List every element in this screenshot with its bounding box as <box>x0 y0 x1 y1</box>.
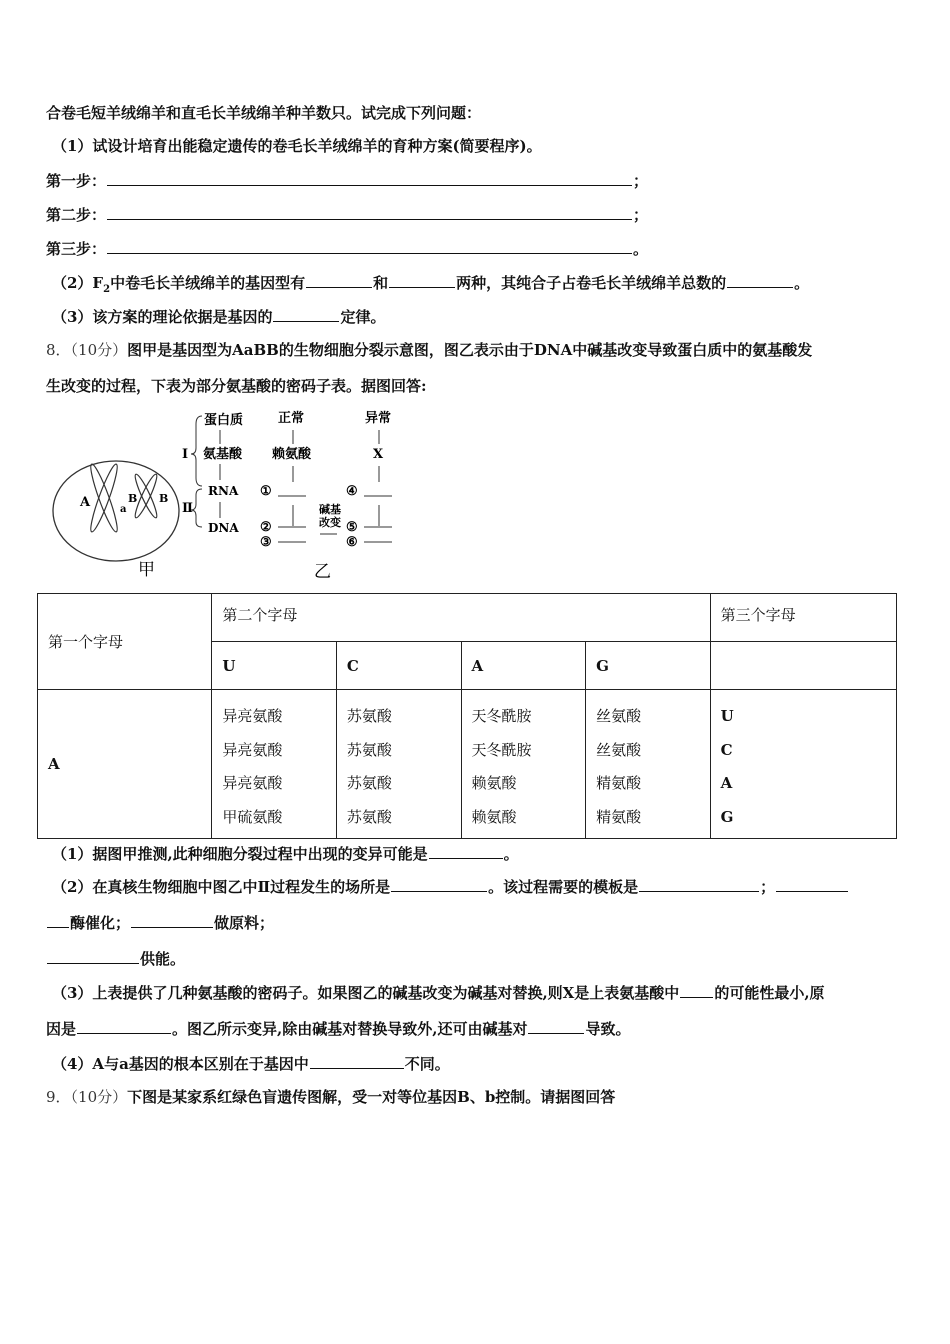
answer-blank[interactable] <box>389 272 455 288</box>
q8-part3-cont: 因是 。图乙所示变异,除由碱基对替换导致外,还可由碱基对 导致。 <box>46 1020 631 1038</box>
label-base-change: 碱基 <box>319 503 341 516</box>
gene-label: B <box>128 492 138 505</box>
strand-2-label: ② <box>260 520 272 535</box>
q8-stem-line2: 生改变的过程，下表为部分氨基酸的密码子表。据图回答: <box>46 377 427 395</box>
amino-acid-cell: 精氨酸 <box>596 807 642 826</box>
amino-acid-cell: 甲硫氨酸 <box>222 807 283 826</box>
answer-blank[interactable] <box>47 948 139 964</box>
chromosome-pair-a <box>87 462 121 533</box>
arrows <box>220 430 379 534</box>
q8-part4: （4）A与a基因的根本区别在于基因中 不同。 <box>52 1055 450 1073</box>
amino-acid-cell: 苏氨酸 <box>346 774 392 792</box>
second-letter-a: A <box>461 642 586 690</box>
amino-acid-cell: 赖氨酸 <box>471 774 517 792</box>
first-letter-a: A <box>38 690 212 839</box>
q7-step2: 第二步： ； <box>46 206 649 224</box>
second-letter-u: U <box>212 642 337 690</box>
q7-part3: （3）该方案的理论依据是基因的 定律。 <box>52 308 386 326</box>
answer-blank[interactable] <box>776 876 848 892</box>
amino-acid-cell: 赖氨酸 <box>471 807 517 826</box>
third-letter-cell: A <box>720 774 733 792</box>
answer-blank[interactable] <box>639 876 759 892</box>
answer-blank[interactable] <box>429 843 503 859</box>
second-letter-g: G <box>586 642 711 690</box>
amino-acid-cell: 苏氨酸 <box>346 740 392 759</box>
amino-acid-cell: 苏氨酸 <box>346 707 392 725</box>
strand-6-label: ⑥ <box>346 535 358 550</box>
process-ii-label: Ⅱ <box>182 501 193 516</box>
q8-stem-line1: 8．（10分）图甲是基因型为AaBB的生物细胞分裂示意图，图乙表示由于DNA中碱基改变导致蛋白质中的氨基酸发 <box>46 341 813 359</box>
column-c <box>336 690 461 839</box>
amino-acid-cell: 异亮氨酸 <box>222 740 283 759</box>
header-first-letter: 第一个字母 <box>38 594 212 690</box>
q7-step3: 第三步： 。 <box>46 240 649 258</box>
amino-acid-cell: 天冬酰胺 <box>471 707 532 725</box>
answer-blank[interactable] <box>107 204 632 220</box>
header-second-letter: 第二个字母 <box>212 594 710 642</box>
answer-blank[interactable] <box>77 1018 171 1034</box>
q8-part3: （3）上表提供了几种氨基酸的密码子。如果图乙的碱基改变为碱基对替换,则X是上表氨基酸中 的可能性最小,原 <box>52 984 825 1002</box>
q7-part1: （1）试设计培育出能稳定遗传的卷毛长羊绒绵羊的育种方案(简要程序)。 <box>52 137 542 155</box>
label-lysine: 赖氨酸 <box>272 447 312 462</box>
figure-yi-caption: 乙 <box>314 562 331 582</box>
level-dna: DNA <box>208 521 239 535</box>
answer-blank[interactable] <box>680 982 713 998</box>
q9-stem: 9．（10分）下图是某家系红绿色盲遗传图解，受一对等位基因B、b控制。请据图回答 <box>46 1088 616 1106</box>
gene-label: a <box>120 504 127 515</box>
answer-blank[interactable] <box>391 876 487 892</box>
answer-blank[interactable] <box>107 238 632 254</box>
label-abnormal: 异常 <box>365 411 392 426</box>
second-letter-c: C <box>336 642 461 690</box>
amino-acid-cell: 异亮氨酸 <box>222 707 283 725</box>
process-i-label: Ⅰ <box>182 447 189 462</box>
q7-part2: $(2)F_2$中卷毛长羊绒绵羊的基因型有 和 两种，其纯合子占卷毛长羊绒绵羊总数的 。 <box>52 274 810 295</box>
answer-blank[interactable] <box>273 306 339 322</box>
answer-blank[interactable] <box>306 272 372 288</box>
third-letter-cell: C <box>720 740 733 759</box>
figure-jia-caption: 甲 <box>138 560 155 580</box>
figure-cell-division-and-mutation <box>40 400 420 585</box>
level-amino-acid: 氨基酸 <box>203 447 243 462</box>
q8-part2: （2）在真核生物细胞中图乙中Ⅱ过程发生的场所是 。该过程需要的模板是 ； <box>52 876 849 897</box>
answer-blank[interactable] <box>310 1053 404 1069</box>
strand-4-label: ④ <box>346 484 358 499</box>
header-third-letter: 第三个字母 <box>710 594 896 642</box>
amino-acid-cell: 丝氨酸 <box>596 740 642 759</box>
amino-acid-cell: 精氨酸 <box>596 774 642 792</box>
column-third-letter <box>710 690 896 839</box>
q8-part2-cont2: 供能。 <box>46 948 185 969</box>
gene-label: A <box>80 495 91 510</box>
column-g <box>586 690 711 839</box>
brace-i <box>191 416 202 486</box>
answer-blank[interactable] <box>107 170 632 186</box>
amino-acid-cell: 苏氨酸 <box>346 807 392 826</box>
codon-table <box>37 593 897 839</box>
third-letter-cell: U <box>720 707 734 725</box>
level-protein: 蛋白质 <box>204 413 244 428</box>
answer-blank[interactable] <box>727 272 793 288</box>
amino-acid-cell: 异亮氨酸 <box>222 774 283 792</box>
answer-blank-cont[interactable] <box>47 912 69 928</box>
answer-blank[interactable] <box>528 1018 584 1034</box>
q8-part1: （1）据图甲推测,此种细胞分裂过程中出现的变异可能是 。 <box>52 845 519 863</box>
label-x: X <box>373 447 384 462</box>
amino-acid-cell: 丝氨酸 <box>596 707 642 725</box>
column-a <box>461 690 586 839</box>
column-u <box>212 690 337 839</box>
strand-3-label: ③ <box>260 535 272 550</box>
label-normal: 正常 <box>278 411 305 426</box>
answer-blank[interactable] <box>131 912 213 928</box>
q7-step1: 第一步： ； <box>46 172 649 190</box>
gene-label: B <box>159 492 169 505</box>
intro-line: 合卷毛短羊绒绵羊和直毛长羊绒绵羊种羊数只。试完成下列问题： <box>46 104 482 122</box>
label-base-change-2: 改变 <box>319 516 341 529</box>
third-letter-empty <box>710 642 896 690</box>
level-rna: RNA <box>208 484 239 498</box>
strand-5-label: ⑤ <box>346 520 358 535</box>
q8-part2-cont: 酶催化； 做原料； <box>46 912 274 933</box>
amino-acid-cell: 天冬酰胺 <box>471 740 532 759</box>
third-letter-cell: G <box>720 807 734 826</box>
strand-1-label: ① <box>260 484 272 499</box>
